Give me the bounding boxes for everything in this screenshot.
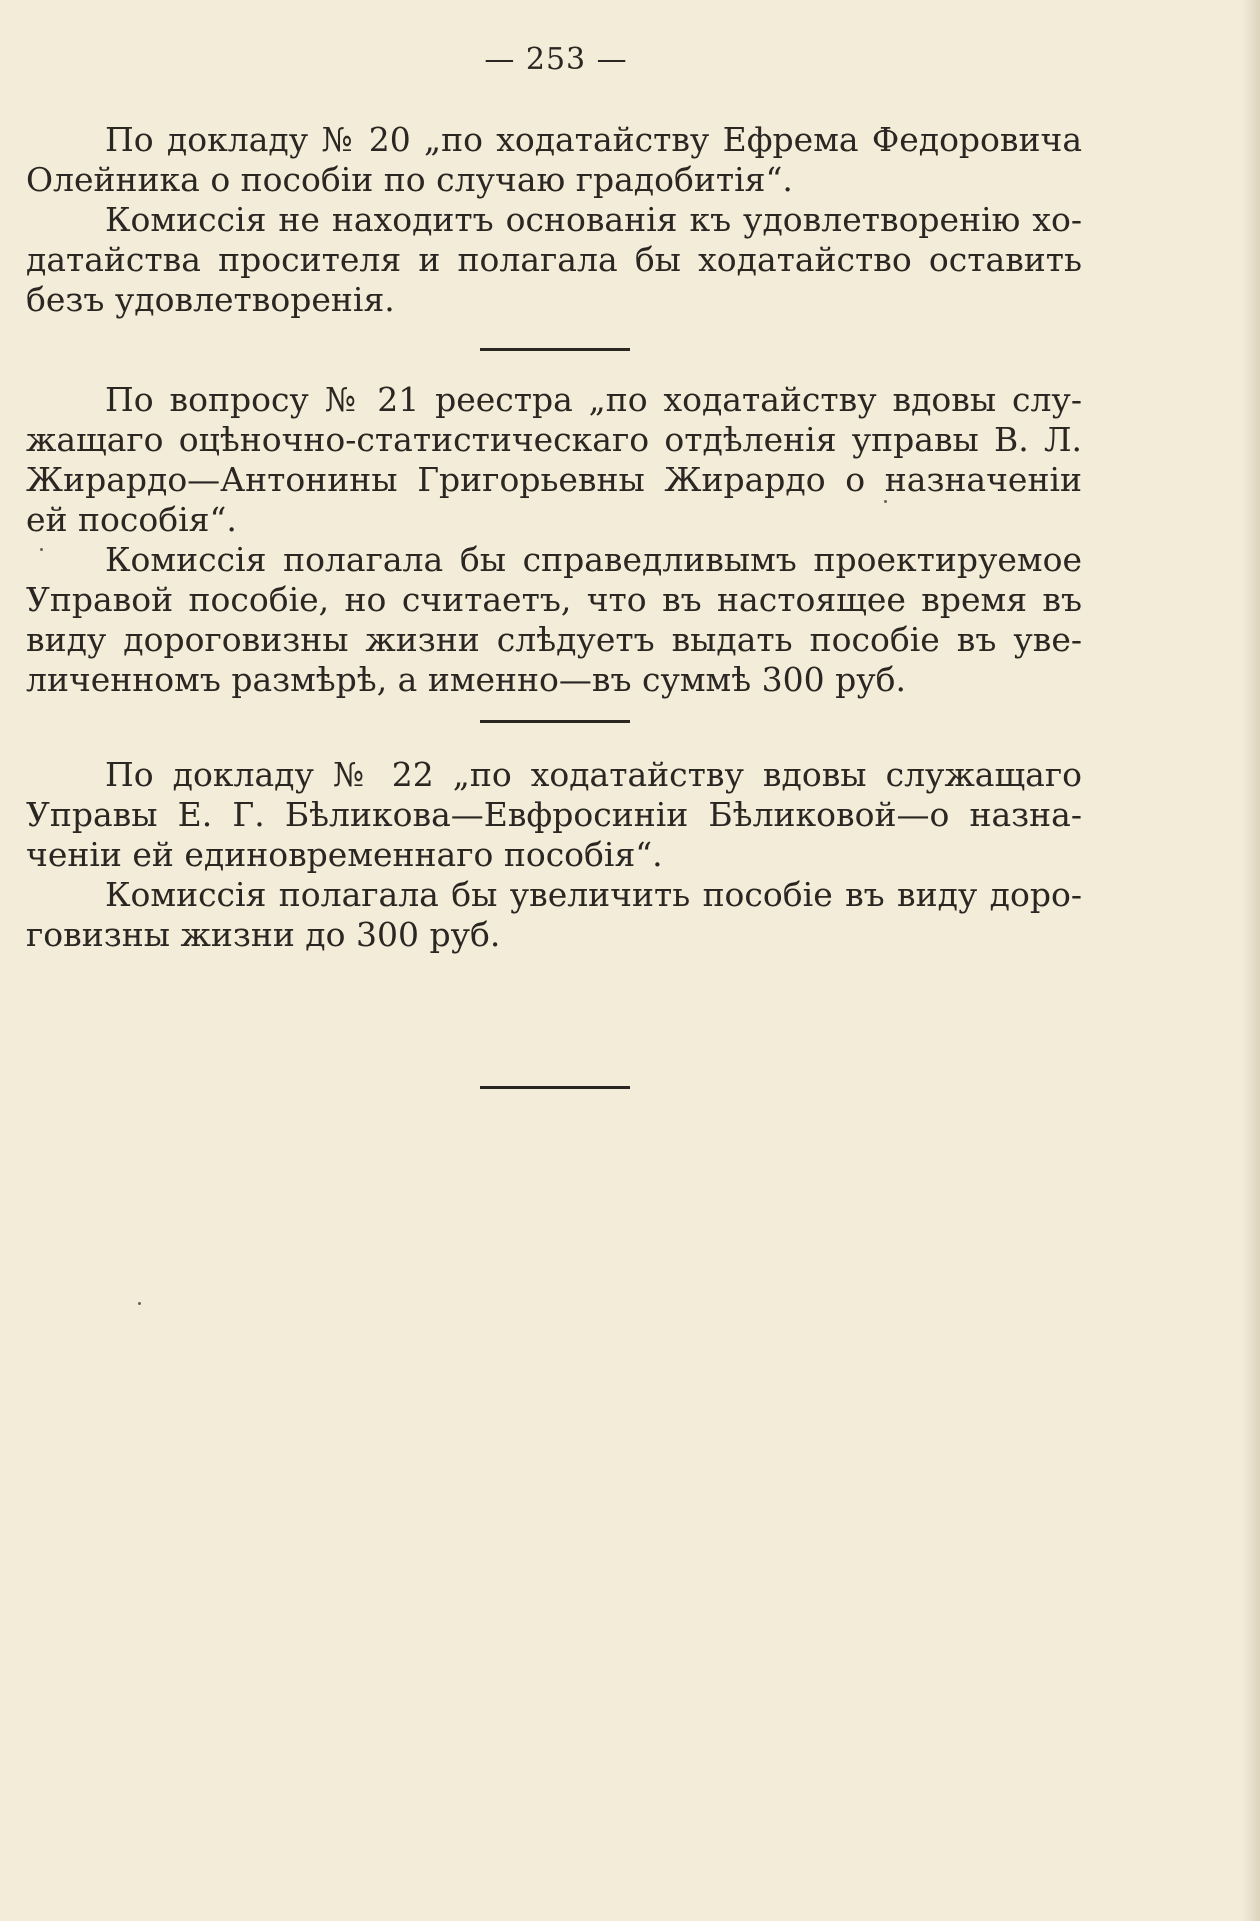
text-line: Управой пособіе, но считаетъ, что въ настоящее время въ [26, 580, 1082, 619]
text-line: Олейника о пособіи по случаю градобитія“. [26, 160, 793, 199]
page-number: — 253 — [484, 42, 628, 77]
section-question-21 [26, 380, 1082, 700]
text-line: По докладу № 20 „по ходатайству Ефрема Федоровича [105, 120, 1082, 159]
text-line: датайства просителя и полагала бы ходатайство оставить [26, 240, 1082, 279]
text-line: ей пособія“. [26, 500, 237, 539]
paper-speck [138, 1302, 141, 1305]
paper-speck [884, 500, 887, 503]
section-divider [480, 720, 630, 723]
text-line: жащаго оцѣночно-статистическаго отдѣленія управы В. Л. [26, 420, 1082, 459]
text-line: По вопросу № 21 реестра „по ходатайству вдовы слу- [105, 380, 1082, 419]
text-line: Комиссія не находитъ основанія къ удовлетворенію хо- [105, 200, 1082, 239]
text-line: Управы Е. Г. Бѣликова—Евфросиніи Бѣликовой—о назна- [26, 795, 1082, 834]
section-report-22 [26, 755, 1082, 955]
text-line: говизны жизни до 300 руб. [26, 915, 501, 954]
section-report-20 [26, 120, 1082, 320]
section-divider [480, 1086, 630, 1089]
text-line: Комиссія полагала бы увеличить пособіе въ виду доро- [105, 875, 1082, 914]
paper-speck [40, 548, 43, 551]
page-edge-shadow [1242, 0, 1260, 1921]
text-line: ченіи ей единовременнаго пособія“. [26, 835, 663, 874]
text-line: виду дороговизны жизни слѣдуетъ выдать пособіе въ уве- [26, 620, 1082, 659]
text-line: Жирардо—Антонины Григорьевны Жирардо о назначеніи [26, 460, 1082, 499]
text-line: По докладу № 22 „по ходатайству вдовы служащаго [105, 755, 1082, 794]
text-line: личенномъ размѣрѣ, а именно—въ суммѣ 300 руб. [26, 660, 906, 699]
text-line: Комиссія полагала бы справедливымъ проектируемое [105, 540, 1082, 579]
text-line: безъ удовлетворенія. [26, 280, 395, 319]
section-divider [480, 348, 630, 351]
